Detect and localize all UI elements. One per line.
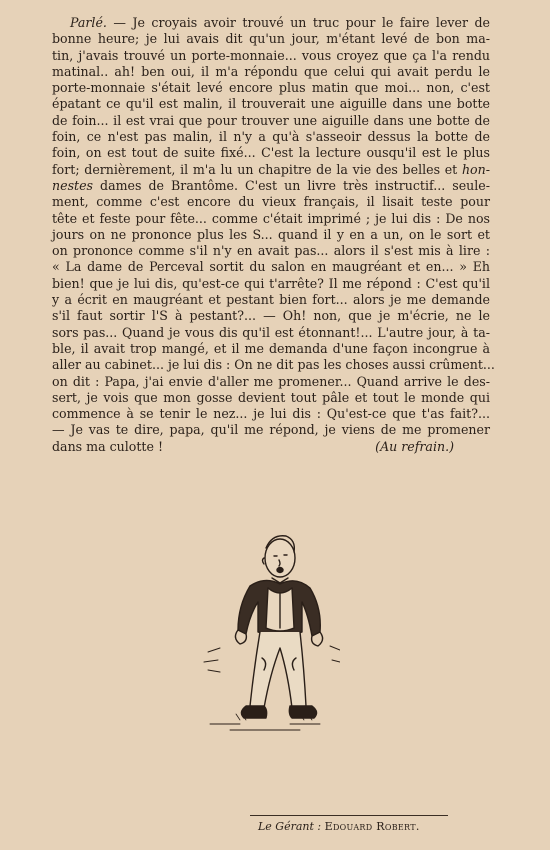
text-line: Parlé. — Je croyais avoir trouvé un truc pour le faire lever de (70, 15, 490, 30)
text-line: s'il faut sortir l'S à pestant?... — Oh! non, que je m'écrie, ne le (52, 308, 490, 324)
text-line: tête et feste pour fête... comme c'était imprimé ; je lui dis : De nos (52, 210, 490, 226)
text-line: jours on ne prononce plus les S... quand il y en a un, on le sort et (52, 226, 490, 242)
text-line: dans ma culotte ! (Au refrain.) (52, 438, 454, 454)
text-line: — Je vas te dire, papa, qu'il me répond, je viens de me promener (52, 422, 490, 438)
text-line: sert, je vois que mon gosse devient tout pâle et tout le monde qui (52, 389, 490, 405)
text-line: on dit : Papa, j'ai envie d'aller me promener... Quand arrive le des- (52, 373, 490, 389)
text-line: ment, comme c'est encore du vieux français, il lisait teste pour (52, 194, 490, 210)
text-line: ble, il avait trop mangé, et il me demanda d'une façon incongrue à (52, 340, 490, 356)
text-line: foin, ce n'est pas malin, il n'y a qu'à s'asseoir dessus la botte de (52, 129, 490, 145)
caricature-illustration (180, 528, 340, 743)
text-line: matinal.. ah! ben oui, il m'a répondu que celui qui avait perdu le (52, 63, 490, 79)
text-line: commence à se tenir le nez... je lui dis : Qu'est-ce que t'as fait?... (52, 406, 490, 422)
text-line: tin, j'avais trouvé un porte-monnaie... vous croyez que ça l'a rendu (52, 47, 490, 63)
monologue-text (52, 15, 495, 455)
text-line: bien! que je lui dis, qu'est-ce qui t'arrête? Il me répond : C'est qu'il (52, 275, 490, 291)
text-line: fort; dernièrement, il m'a lu un chapitre de la vie des belles et hon- (52, 161, 490, 177)
publisher-signature (258, 820, 420, 833)
refrain-note: (Au refrain.) (375, 438, 454, 454)
text-line: sors pas... Quand je vous dis qu'il est étonnant!... L'autre jour, à ta- (52, 324, 490, 340)
text-line: aller au cabinet... je lui dis : On ne dit pas les choses aussi crûment... (52, 357, 495, 373)
text-line: épatant ce qu'il est malin, il trouverait une aiguille dans une botte (52, 96, 490, 112)
text-line: y a écrit en maugréant et pestant bien fort... alors je me demande (52, 292, 490, 308)
text-line: « La dame de Perceval sortit du salon en maugréant et en... » Eh (52, 259, 490, 275)
signature-name: Edouard Robert. (324, 820, 420, 833)
text-line: bonne heure; je lui avais dit qu'un jour, m'étant levé de bon ma- (52, 31, 490, 47)
footer-rule (250, 815, 448, 816)
text-line: porte-monnaie s'était levé encore plus matin que moi... non, c'est (52, 80, 490, 96)
signature-label: Le Gérant : (258, 820, 322, 833)
speaker-label: Parlé. (70, 15, 107, 30)
text-line: on prononce comme s'il n'y en avait pas... alors il s'est mis à lire : (52, 243, 490, 259)
text-line: de foin... il est vrai que pour trouver une aiguille dans une botte de (52, 112, 490, 128)
text-line: foin, on est tout de suite fixé... C'est la lecture ousqu'il est le plus (52, 145, 490, 161)
text-line: nestes dames de Brantôme. C'est un livre très instructif... seule- (52, 177, 490, 193)
